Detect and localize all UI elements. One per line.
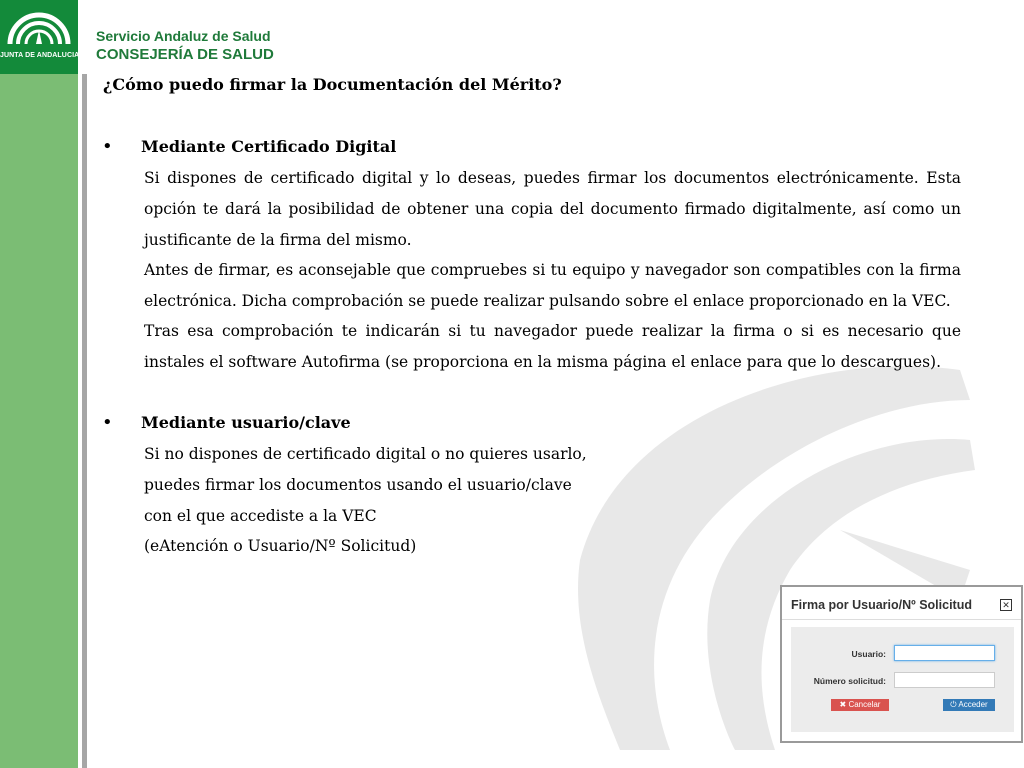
- paragraph-certificado-3: Tras esa comprobación te indicarán si tu navegador puede realizar la firma o si es necesario que instales el software Autofirma (se proporciona en la misma página el enlace para que lo descargues).: [144, 322, 961, 371]
- close-icon[interactable]: ✕: [1000, 599, 1012, 611]
- numero-solicitud-input[interactable]: [894, 672, 995, 688]
- junta-logo: [0, 0, 78, 74]
- dialog-title: Firma por Usuario/Nº Solicitud: [791, 598, 972, 612]
- section-heading-certificado: Mediante Certificado Digital: [141, 137, 397, 156]
- cancel-button[interactable]: ✖ Cancelar: [831, 699, 889, 711]
- usuario-text-line: con el que accediste a la VEC: [144, 507, 377, 525]
- org-name: Servicio Andaluz de Salud: [96, 28, 271, 44]
- paragraph-certificado-1: Si dispones de certificado digital y lo deseas, puedes firmar los documentos electrónicamente. Esta opción te dará la posibilidad de obtener una copia del documento firmado digitalmente, así como un justificante de la firma del mismo.: [144, 169, 961, 249]
- usuario-text-line: puedes firmar los documentos usando el usuario/clave: [144, 476, 572, 494]
- usuario-text-line: Si no dispones de certificado digital o no quieres usarlo,: [144, 445, 587, 463]
- bullet-marker: •: [102, 412, 113, 433]
- numero-solicitud-label: Número solicitud:: [813, 676, 886, 686]
- usuario-label: Usuario:: [851, 649, 886, 659]
- login-dialog-screenshot: [780, 585, 1023, 743]
- usuario-input[interactable]: [894, 645, 995, 661]
- usuario-text-line: (eAtención o Usuario/Nº Solicitud): [144, 537, 417, 555]
- org-department: CONSEJERÍA DE SALUD: [96, 46, 274, 63]
- page-title: ¿Cómo puedo firmar la Documentación del Mérito?: [103, 75, 562, 94]
- junta-arch-icon: [6, 4, 72, 54]
- section-heading-usuario: Mediante usuario/clave: [141, 413, 351, 432]
- left-green-band: [0, 0, 78, 768]
- logo-text: JUNTA DE ANDALUCIA: [0, 52, 80, 59]
- vertical-divider: [82, 74, 87, 768]
- bullet-marker: •: [102, 136, 113, 157]
- acceder-button[interactable]: ⏻ Acceder: [943, 699, 995, 711]
- paragraph-certificado-2: Antes de firmar, es aconsejable que compruebes si tu equipo y navegador son compatibles con la firma electrónica. Dicha comprobación se puede realizar pulsando sobre el enlace proporcionado en la VEC.: [144, 261, 961, 310]
- dialog-body: [791, 627, 1014, 732]
- dialog-divider: [782, 619, 1021, 620]
